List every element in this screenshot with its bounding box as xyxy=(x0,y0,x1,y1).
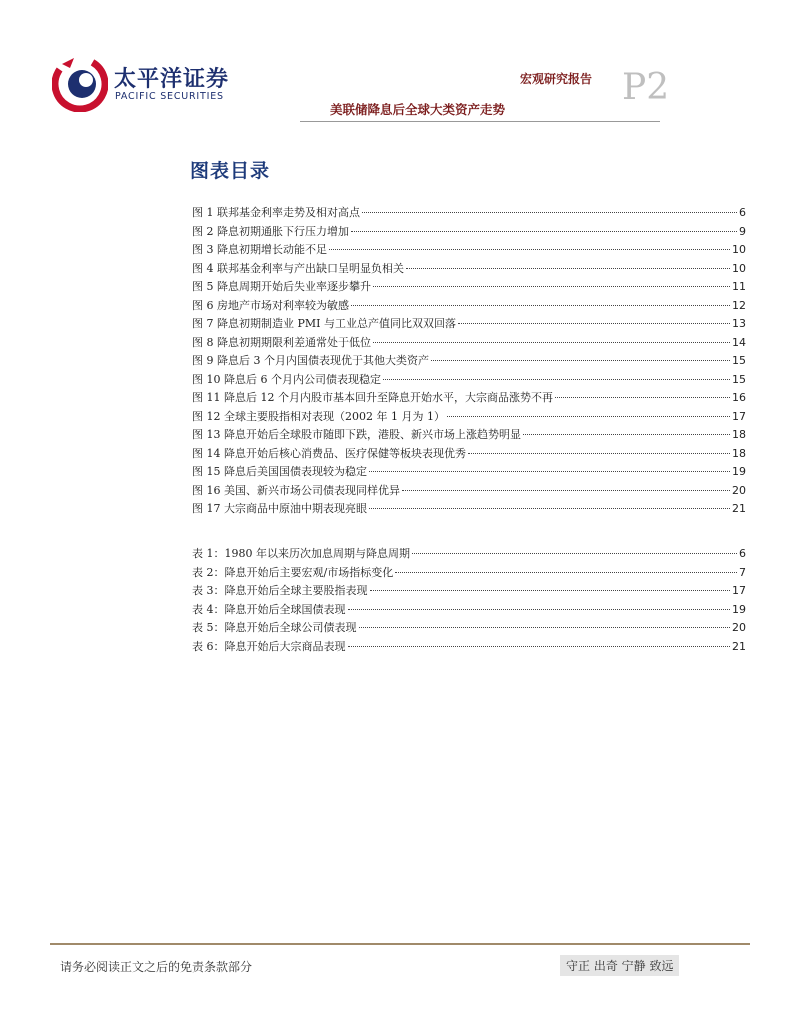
toc-entry-label: 表 3：降息开始后全球主要股指表现 xyxy=(192,584,368,597)
figure-entry[interactable] xyxy=(192,445,746,464)
toc-entry-label: 表 4：降息开始后全球国债表现 xyxy=(192,602,346,616)
toc-entry-label: 表 2：降息开始后主要宏观/市场指标变化 xyxy=(192,565,394,579)
toc-entry-label: 图 4 联邦基金利率与产出缺口呈明显负相关 xyxy=(192,261,404,275)
toc-entry-page: 19 xyxy=(732,465,746,478)
toc-entry-page: 10 xyxy=(732,261,746,275)
toc-entry-label: 图 17 大宗商品中原油中期表现亮眼 xyxy=(192,502,367,515)
dot-leader xyxy=(329,249,730,250)
toc-entry-page: 13 xyxy=(732,317,746,330)
toc-entry-label: 图 9 降息后 3 个月内国债表现优于其他大类资产 xyxy=(192,354,429,367)
toc-entry-page: 6 xyxy=(739,206,746,219)
dot-leader xyxy=(523,434,730,435)
toc-entry-page: 21 xyxy=(732,502,746,515)
toc-entry-page: 21 xyxy=(732,639,746,653)
toc-entry-label: 图 2 降息初期通胀下行压力增加 xyxy=(192,224,349,238)
dot-leader xyxy=(351,305,730,306)
figure-entry[interactable] xyxy=(192,352,746,371)
toc-entry-label: 表 6：降息开始后大宗商品表现 xyxy=(192,639,346,653)
toc-entry-page: 18 xyxy=(732,446,746,460)
report-title: 美联储降息后全球大类资产走势 xyxy=(330,102,506,117)
figure-entry[interactable] xyxy=(192,426,746,445)
figure-entry[interactable] xyxy=(192,334,746,353)
dot-leader xyxy=(395,572,737,573)
figure-entry[interactable] xyxy=(192,315,746,334)
dot-leader xyxy=(555,397,730,398)
pacific-securities-logo-icon xyxy=(52,54,108,112)
toc-entry-page: 15 xyxy=(732,354,746,367)
figure-entry[interactable] xyxy=(192,223,746,242)
dot-leader xyxy=(348,646,731,647)
table-list xyxy=(192,545,746,656)
figure-entry[interactable] xyxy=(192,204,746,223)
toc-entry-page: 6 xyxy=(739,547,746,560)
footer-motto: 守正 出奇 宁静 致远 xyxy=(560,955,679,976)
toc-entry-label: 表 5：降息开始后全球公司债表现 xyxy=(192,621,357,634)
report-type: 宏观研究报告 xyxy=(520,72,593,86)
logo-chinese-name: 太平洋证券 xyxy=(114,67,230,92)
toc-entry-page: 11 xyxy=(732,280,746,293)
toc-entry-page: 17 xyxy=(732,409,746,423)
figure-list xyxy=(192,204,746,519)
toc-entry-page: 7 xyxy=(739,565,746,579)
figure-entry[interactable] xyxy=(192,389,746,408)
dot-leader xyxy=(458,323,730,324)
figure-entry[interactable] xyxy=(192,297,746,316)
toc-entry-label: 图 7 降息初期制造业 PMI 与工业总产值同比双双回落 xyxy=(192,317,456,330)
header-divider xyxy=(300,121,660,122)
dot-leader xyxy=(406,268,730,269)
dot-leader xyxy=(468,453,730,454)
toc-entry-label: 图 8 降息初期期限利差通常处于低位 xyxy=(192,335,371,349)
dot-leader xyxy=(447,416,730,417)
toc-entry-page: 19 xyxy=(732,602,746,616)
toc-entry-label: 图 12 全球主要股指相对表现（2002 年 1 月为 1） xyxy=(192,409,445,423)
toc-entry-label: 图 5 降息周期开始后失业率逐步攀升 xyxy=(192,280,371,293)
dot-leader xyxy=(369,471,730,472)
toc-entry-page: 18 xyxy=(732,428,746,441)
toc-entry-page: 9 xyxy=(739,224,746,238)
figure-entry[interactable] xyxy=(192,482,746,501)
toc-entry-page: 15 xyxy=(732,372,746,386)
toc-entry-label: 图 1 联邦基金利率走势及相对高点 xyxy=(192,206,360,219)
toc-entry-page: 16 xyxy=(732,391,746,404)
table-entry[interactable] xyxy=(192,582,746,601)
figure-entry[interactable] xyxy=(192,408,746,427)
table-entry[interactable] xyxy=(192,545,746,564)
toc-entry-label: 图 14 降息开始后核心消费品、医疗保健等板块表现优秀 xyxy=(192,446,466,460)
figure-entry[interactable] xyxy=(192,278,746,297)
table-entry[interactable] xyxy=(192,619,746,638)
toc-entry-page: 12 xyxy=(732,298,746,312)
footer-divider xyxy=(50,943,750,945)
dot-leader xyxy=(431,360,730,361)
page-number: P2 xyxy=(622,67,670,108)
toc-entry-label: 图 15 降息后美国国债表现较为稳定 xyxy=(192,465,367,478)
toc-entry-page: 20 xyxy=(732,621,746,634)
toc-entry-page: 10 xyxy=(732,243,746,256)
table-entry[interactable] xyxy=(192,601,746,620)
figure-entry[interactable] xyxy=(192,260,746,279)
dot-leader xyxy=(383,379,730,380)
company-logo xyxy=(52,54,262,114)
table-entry[interactable] xyxy=(192,638,746,657)
figure-entry[interactable] xyxy=(192,241,746,260)
dot-leader xyxy=(359,627,731,628)
dot-leader xyxy=(370,590,731,591)
toc-entry-label: 图 11 降息后 12 个月内股市基本回升至降息开始水平，大宗商品涨势不再 xyxy=(192,391,553,404)
logo-english-name: PACIFIC SECURITIES xyxy=(115,91,224,102)
table-entry[interactable] xyxy=(192,564,746,583)
figure-entry[interactable] xyxy=(192,463,746,482)
dot-leader xyxy=(362,212,737,213)
toc-entry-label: 图 10 降息后 6 个月内公司债表现稳定 xyxy=(192,372,381,386)
dot-leader xyxy=(373,286,730,287)
toc-entry-label: 表 1：1980 年以来历次加息周期与降息周期 xyxy=(192,547,410,560)
dot-leader xyxy=(351,231,737,232)
toc-entry-label: 图 6 房地产市场对利率较为敏感 xyxy=(192,298,349,312)
dot-leader xyxy=(373,342,730,343)
toc-heading: 图表目录 xyxy=(190,160,271,182)
figure-entry[interactable] xyxy=(192,500,746,519)
dot-leader xyxy=(369,508,730,509)
dot-leader xyxy=(402,490,730,491)
footer-disclaimer: 请务必阅读正文之后的免责条款部分 xyxy=(60,960,253,974)
toc-entry-label: 图 16 美国、新兴市场公司债表现同样优异 xyxy=(192,483,400,497)
toc-entry-label: 图 3 降息初期增长动能不足 xyxy=(192,243,327,256)
toc-entry-label: 图 13 降息开始后全球股市随即下跌，港股、新兴市场上涨趋势明显 xyxy=(192,428,521,441)
toc-entry-page: 17 xyxy=(732,584,746,597)
figure-entry[interactable] xyxy=(192,371,746,390)
dot-leader xyxy=(348,609,731,610)
dot-leader xyxy=(412,553,737,554)
toc-entry-page: 20 xyxy=(732,483,746,497)
toc-entry-page: 14 xyxy=(732,335,746,349)
